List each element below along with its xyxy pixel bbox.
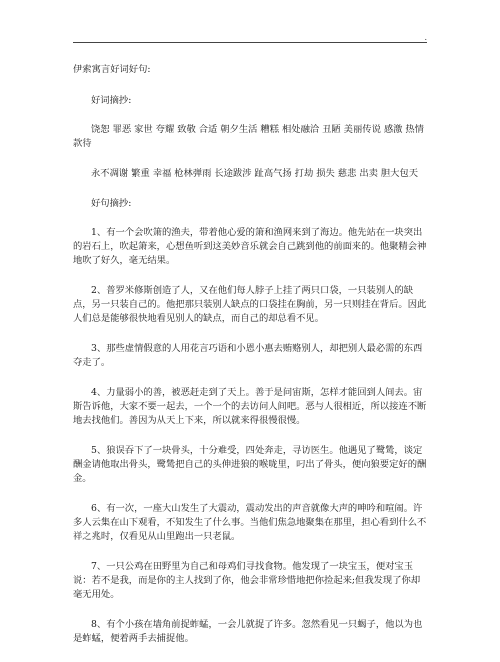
header-rule: [73, 42, 427, 43]
words-line-2: 永不凋谢 繁重 幸福 枪林弹雨 长途跋涉 趾高气扬 打劫 损失 慈悲 出卖 胆大包天: [91, 168, 419, 179]
sentences-heading: 好句摘抄:: [91, 198, 132, 209]
sentence-item: 6、有一次，一座大山发生了大震动，震动发出的声音就像大声的呻吟和喧闹。许多人云集在山下观看，不知发生了什么事。当他们焦急地聚集在那里，担心看到什么不祥之兆时，仅看见从山里跑出一只老鼠。: [73, 503, 427, 542]
words-heading: 好词摘抄:: [91, 95, 132, 106]
document-body: [73, 63, 427, 662]
document-title: 伊索寓言好词好句:: [73, 64, 151, 75]
header-mark: .: [424, 33, 427, 42]
sentence-item: 7、一只公鸡在田野里为自己和母鸡们寻找食物。他发现了一块宝玉，便对宝玉说：若不是我，而是你的主人找到了你，他会非常珍惜地把你捡起来;但我发现了你却毫无用处。: [73, 561, 421, 600]
sentence-item: 1、有一个会吹箫的渔夫，带着他心爱的箫和渔网来到了海边。他先站在一块突出的岩石上，吹起箫来，心想鱼听到这美妙音乐就会自己跳到他的前面来的。他聚精会神地吹了好久，毫无结果。: [73, 227, 427, 266]
sentence-item: 2、普罗米修斯创造了人，又在他们每人脖子上挂了两只口袋，一只装别人的缺点，另一只装自己的。他把那只装别人缺点的口袋挂在胸前，另一只则挂在背后。因此人们总是能够很快地看见别人的缺点，而自己的却总看不见。: [73, 285, 427, 324]
words-line-1: 饶恕 罪恶 家世 夸耀 致敬 合适 朝夕生活 糟糕 相处融洽 丑陋 美丽传说 感激 热情款待: [73, 124, 424, 149]
sentence-item: 4、力量弱小的善，被恶赶走到了天上。善于是问宙斯，怎样才能回到人间去。宙斯告诉他，大家不要一起去，一个一个的去访问人间吧。恶与人很相近，所以接连不断地去找他们。善因为从天上下来，所以就来得很慢很慢。: [73, 387, 427, 426]
sentence-item: 3、那些虚情假意的人用花言巧语和小恩小惠去贿赂别人，却把别人最必需的东西夺走了。: [73, 343, 423, 368]
sentence-item: 5、狼误吞下了一块骨头，十分难受，四处奔走，寻访医生。他遇见了鹭鸶，谈定酬金请他取出骨头，鹭鸶把自己的头伸进狼的喉咙里，叼出了骨头，便向狼要定好的酬金。: [73, 445, 427, 484]
sentence-item: 8、有个小孩在墙角前捉蚱蜢，一会儿就捉了许多。忽然看见一只蝎子，他以为也是蚱蜢，便着两手去捕捉他。: [73, 619, 423, 644]
